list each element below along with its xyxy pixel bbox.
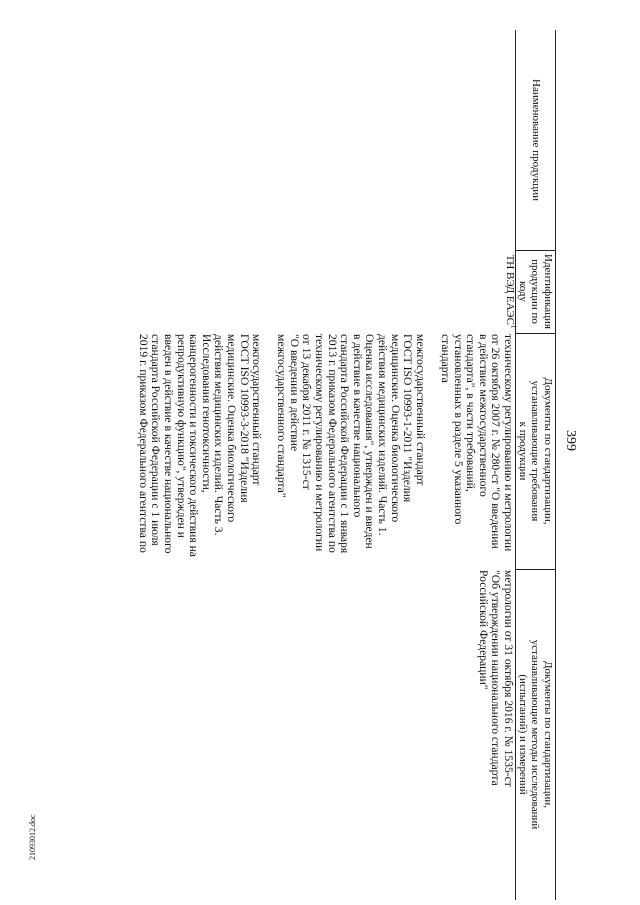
text-line: канцерогенности и токсического действия на	[187, 334, 201, 557]
text-line: стандарта	[439, 334, 453, 383]
header-methods-line-2: устанавливающие методы исследований	[529, 639, 542, 830]
text-line: "О введении в действие	[287, 334, 301, 452]
text-line: ГОСТ ISO 10993-1-2011 "Изделия	[401, 334, 415, 503]
header-requirements-docs	[517, 333, 555, 569]
header-methods-line-3: (испытаний) и измерений	[517, 674, 529, 795]
header-methods-line-1: Документы по стандартизации,	[542, 660, 554, 809]
text-line: стандарта Российской Федерации с 1 июля	[149, 334, 163, 546]
header-req-line-1: Документы по стандартизации,	[542, 377, 554, 525]
text-line: введен в действие в качестве национального	[161, 334, 175, 554]
text-line: в действие в качестве национального	[350, 334, 364, 518]
text-line: техническому регулированию и метрологии	[502, 334, 515, 552]
table-top-rule	[555, 30, 556, 900]
header-tnved-line-2: продукции по коду	[517, 259, 542, 324]
text-line: установленных в разделе 5 указанного	[451, 334, 465, 525]
text-line: действия медицинских изделий. Часть 1.	[376, 334, 390, 536]
text-line: медицинские. Оценка биологического	[388, 334, 402, 523]
header-req-line-3: к продукции	[517, 421, 529, 481]
text-line: от 13 декабря 2011 г. № 1315-ст	[300, 334, 314, 490]
text-line: стандарта Российской Федерации с 1 января	[338, 334, 352, 554]
rotated-table-page	[52, 30, 612, 900]
requirements-docs-cell	[136, 334, 514, 570]
header-tnved-footnote: 1	[510, 324, 519, 329]
text-line: метрологии от 31 октября 2016 г. № 1535-ст	[502, 570, 515, 787]
text-line: межгосударственный стандарт	[413, 334, 427, 486]
text-line: Исследования генотоксичности,	[199, 334, 213, 493]
header-tnved-line-3: ТН ВЭД ЕАЭС	[504, 254, 517, 325]
text-line: ГОСТ ISO 10993-3-2018 "Изделия	[237, 334, 251, 503]
text-line: "Об утверждении национального стандарта	[489, 570, 503, 786]
methods-docs-cell	[476, 570, 514, 900]
text-line	[262, 334, 275, 570]
text-line: от 26 октября 2007 г. № 280-ст "О введении	[489, 334, 503, 549]
header-methods-docs	[517, 569, 555, 900]
header-tnved-line-1: Идентификация	[542, 254, 554, 329]
header-product-name	[530, 30, 543, 250]
text-line: действия медицинских изделий. Часть 3.	[212, 334, 226, 536]
file-reference: 21093012.doc	[28, 814, 37, 860]
text-line: техническому регулированию и метрологии	[313, 334, 327, 552]
text-line: межгосударственного стандарта"	[275, 334, 289, 498]
text-line: 2019 г. приказом Федерального агентства по	[136, 334, 150, 553]
text-line: в действие межгосударственного	[476, 334, 490, 497]
header-req-line-2: устанавливающие требования	[529, 380, 542, 522]
header-tnved-code	[504, 250, 554, 333]
text-line: межгосударственный стандарт	[250, 334, 264, 486]
text-line: Российской Федерации"	[476, 570, 490, 690]
text-line: медицинские. Оценка биологического	[224, 334, 238, 523]
text-line	[426, 334, 439, 570]
text-line: 2013 г. приказом Федерального агентства по	[325, 334, 339, 553]
text-line: Оценка исследования", утвержден и введен	[363, 334, 377, 549]
page-number: 399	[563, 430, 578, 451]
header-product-name-text: Наименование продукции	[530, 79, 542, 201]
text-line: репродуктивную функцию", утвержден и	[174, 334, 188, 538]
text-line: стандарта", в части требований,	[464, 334, 478, 492]
